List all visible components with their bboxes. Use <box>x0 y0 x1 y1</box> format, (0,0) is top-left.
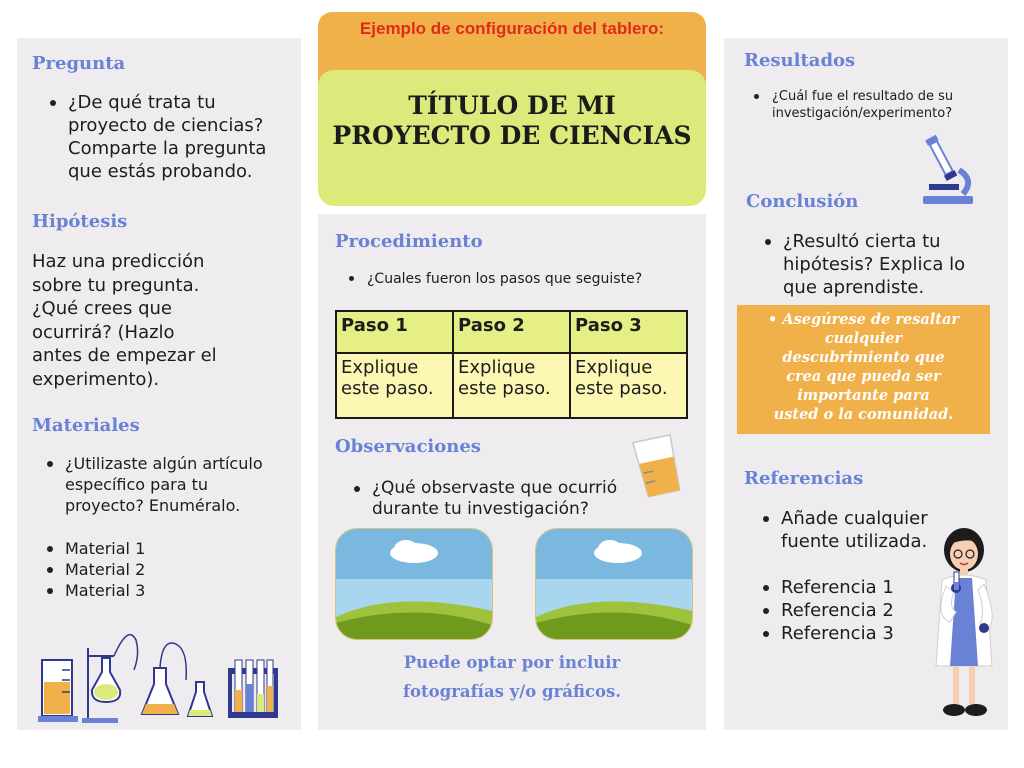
photo-note-line-2: fotografías y/o gráficos. <box>402 682 622 701</box>
pregunta-line-1: ¿De qué trata tu <box>68 92 216 113</box>
resultados-item <box>752 88 953 122</box>
beaker-icon <box>628 430 688 500</box>
resultados-line-2: investigación/experimento? <box>772 106 953 121</box>
hipotesis-line-5: antes de empezar el <box>32 345 217 366</box>
steps-table-cell <box>453 353 570 418</box>
referencias-intro-item <box>761 507 928 553</box>
observaciones-list <box>352 478 617 520</box>
referencias-list <box>761 576 894 645</box>
steps-table-cell <box>336 353 453 418</box>
pregunta-heading: Pregunta <box>32 53 126 74</box>
conclusion-item <box>763 230 965 299</box>
highlight-note-line-5: importante para <box>797 387 930 404</box>
resultados-list <box>752 88 953 122</box>
hipotesis-heading: Hipótesis <box>32 211 128 232</box>
resultados-line-1: ¿Cuál fue el resultado de su <box>772 89 954 104</box>
steps-table-header-row <box>336 311 687 353</box>
materiales-intro-line-2: específico para tu <box>65 475 209 494</box>
highlight-note-line-6: usted o la comunidad. <box>773 406 954 423</box>
conclusion-heading: Conclusión <box>746 191 859 212</box>
materiales-intro-item <box>45 453 263 516</box>
pregunta-line-2: proyecto de ciencias? <box>68 115 264 136</box>
steps-table-header: Paso 2 <box>453 311 570 353</box>
photo-placeholder <box>535 528 693 640</box>
cell-line-1: Explique <box>341 357 419 378</box>
materiales-intro-list <box>45 453 263 516</box>
scientist-illustration <box>926 526 1006 726</box>
procedimiento-item: ¿Cuales fueron los pasos que seguiste? <box>347 270 642 288</box>
referencia-item: Referencia 2 <box>761 599 894 622</box>
conclusion-line-2: hipótesis? Explica lo <box>783 254 966 275</box>
cell-line-1: Explique <box>575 357 653 378</box>
materiales-heading: Materiales <box>32 415 140 436</box>
procedimiento-heading: Procedimiento <box>335 231 483 252</box>
photo-note <box>318 648 706 706</box>
board-title <box>318 91 706 151</box>
microscope-icon <box>915 128 985 206</box>
highlight-note-line-3: descubrimiento que <box>782 349 945 366</box>
referencias-intro-line-2: fuente utilizada. <box>781 531 928 552</box>
hipotesis-line-3: ¿Qué crees que <box>32 298 172 319</box>
materiales-intro-line-1: ¿Utilizaste algún artículo <box>65 454 263 473</box>
hipotesis-line-2: sobre tu pregunta. <box>32 274 200 296</box>
steps-table-row <box>336 353 687 418</box>
highlight-note-bullet: • <box>767 311 783 328</box>
cell-line-2: este paso. <box>575 378 668 399</box>
steps-table-header: Paso 1 <box>336 311 453 353</box>
conclusion-line-1: ¿Resultó cierta tu <box>783 231 941 252</box>
hipotesis-line-4: ocurrirá? (Hazlo <box>32 321 175 343</box>
cell-line-2: este paso. <box>341 378 434 399</box>
pregunta-item <box>48 91 266 183</box>
resultados-heading: Resultados <box>744 50 856 71</box>
hipotesis-line-1: Haz una predicción <box>32 251 205 272</box>
highlight-note-line-1: Asegúrese de resaltar <box>782 311 960 328</box>
referencia-item: Referencia 3 <box>761 622 894 645</box>
steps-table <box>335 310 688 419</box>
header-subtitle: Ejemplo de configuración del tablero: <box>359 19 665 38</box>
conclusion-line-3: que aprendiste. <box>783 277 925 298</box>
photo-note-line-1: Puede optar por incluir <box>403 653 621 672</box>
observaciones-item <box>352 478 617 520</box>
landscape-image <box>336 529 492 639</box>
referencias-intro-line-1: Añade cualquier <box>781 508 928 529</box>
hipotesis-line-6: experimento). <box>32 368 160 390</box>
photo-placeholder <box>335 528 493 640</box>
highlight-note-line-4: crea que pueda ser <box>786 368 941 385</box>
materiales-intro-line-3: proyecto? Enuméralo. <box>65 496 241 515</box>
highlight-note-text <box>745 310 982 424</box>
material-item: Material 2 <box>45 559 145 580</box>
board-title-line-1: TÍTULO DE MI <box>408 91 616 120</box>
material-item: Material 3 <box>45 580 145 601</box>
materiales-list <box>45 538 145 601</box>
referencia-item: Referencia 1 <box>761 576 894 599</box>
pregunta-line-4: que estás probando. <box>68 161 253 182</box>
procedimiento-list <box>347 270 642 288</box>
lab-equipment-icon <box>36 620 286 725</box>
pregunta-line-3: Comparte la pregunta <box>68 138 267 159</box>
cell-line-2: este paso. <box>458 378 551 399</box>
observaciones-heading: Observaciones <box>335 436 481 457</box>
cell-line-1: Explique <box>458 357 536 378</box>
material-item: Material 1 <box>45 538 145 559</box>
highlight-note-line-2: cualquier <box>824 330 903 347</box>
steps-table-cell <box>570 353 687 418</box>
observaciones-line-1: ¿Qué observaste que ocurrió <box>372 478 618 498</box>
conclusion-list <box>763 230 965 299</box>
observaciones-line-2: durante tu investigación? <box>372 499 589 519</box>
pregunta-list <box>48 91 266 183</box>
referencias-heading: Referencias <box>744 468 864 489</box>
referencias-intro-list <box>761 507 928 553</box>
hipotesis-text <box>32 250 217 391</box>
highlight-note <box>737 305 990 434</box>
steps-table-header: Paso 3 <box>570 311 687 353</box>
board-title-line-2: PROYECTO DE CIENCIAS <box>332 121 692 150</box>
landscape-image <box>536 529 692 639</box>
